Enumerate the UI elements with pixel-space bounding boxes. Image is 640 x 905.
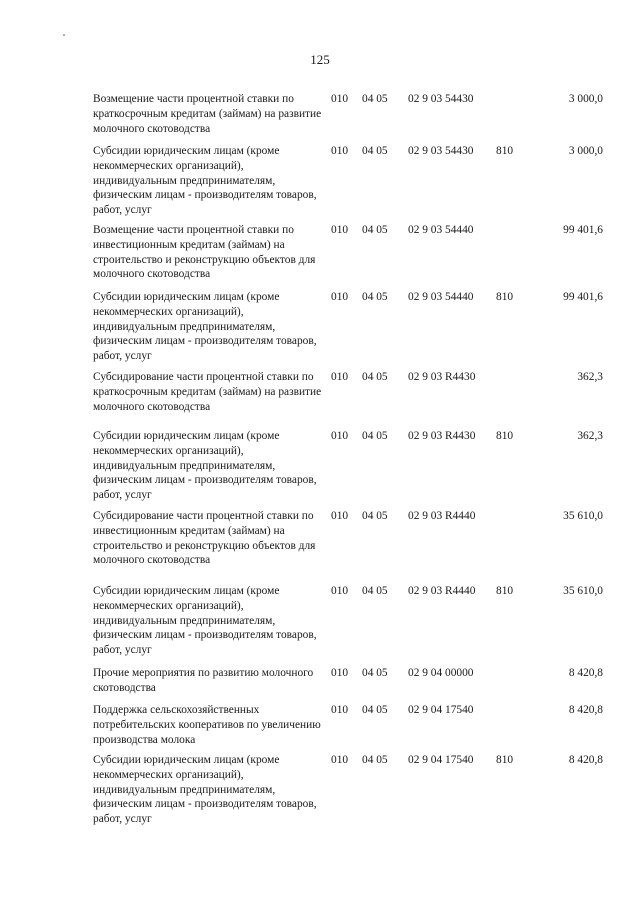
table-row <box>0 223 640 290</box>
row-rz-pr: 04 05 <box>362 430 388 442</box>
row-description: Субсидии юридическим лицам (кроме некоммерческих организаций), индивидуальным предпринимателям, физическим лицам - производителям товаров, работ, услуг <box>93 145 317 217</box>
row-csr: 02 9 03 R4440 <box>408 510 476 522</box>
row-amount: 99 401,6 <box>563 291 603 303</box>
row-amount: 8 420,8 <box>568 704 603 716</box>
page-number: 125 <box>310 52 330 67</box>
row-rz-pr: 04 05 <box>362 93 388 105</box>
row-csr: 02 9 04 00000 <box>408 667 474 679</box>
table-row <box>0 370 640 429</box>
row-amount: 8 420,8 <box>568 667 603 679</box>
row-rz-pr: 04 05 <box>362 585 388 597</box>
row-ved: 010 <box>331 371 349 383</box>
row-rz-pr: 04 05 <box>362 224 388 236</box>
row-ved: 010 <box>331 145 349 157</box>
row-vr: 810 <box>496 291 514 303</box>
table-row <box>0 584 640 666</box>
row-description: Возмещение части процентной ставки по краткосрочным кредитам (займам) на развитие молочного скотоводства <box>93 93 322 135</box>
row-ved: 010 <box>331 585 349 597</box>
row-csr: 02 9 03 54440 <box>408 291 474 303</box>
table-row <box>0 429 640 509</box>
row-description: Субсидии юридическим лицам (кроме некоммерческих организаций), индивидуальным предпринимателям, физическим лицам - производителям товаров, работ, услуг <box>93 291 317 363</box>
row-csr: 02 9 03 R4440 <box>408 585 476 597</box>
row-amount: 35 610,0 <box>563 585 603 597</box>
table-row <box>0 144 640 223</box>
row-description: Субсидии юридическим лицам (кроме некоммерческих организаций), индивидуальным предпринимателям, физическим лицам - производителям товаров, работ, услуг <box>93 585 317 657</box>
row-rz-pr: 04 05 <box>362 510 388 522</box>
row-ved: 010 <box>331 704 349 716</box>
table-row <box>0 509 640 584</box>
row-csr: 02 9 03 54430 <box>408 145 474 157</box>
table-row <box>0 92 640 144</box>
row-csr: 02 9 03 R4430 <box>408 430 476 442</box>
row-csr: 02 9 03 54430 <box>408 93 474 105</box>
row-csr: 02 9 04 17540 <box>408 754 474 766</box>
row-csr: 02 9 03 54440 <box>408 224 474 236</box>
scan-speck <box>63 34 65 36</box>
row-vr: 810 <box>496 145 514 157</box>
row-rz-pr: 04 05 <box>362 704 388 716</box>
row-ved: 010 <box>331 667 349 679</box>
row-amount: 362,3 <box>577 371 603 383</box>
row-description: Возмещение части процентной ставки по инвестиционным кредитам (займам) на строительство и реконструкцию объектов для молочного скотоводства <box>93 224 316 281</box>
row-amount: 99 401,6 <box>563 224 603 236</box>
row-vr: 810 <box>496 585 514 597</box>
table-row <box>0 290 640 370</box>
row-amount: 8 420,8 <box>568 754 603 766</box>
row-csr: 02 9 03 R4430 <box>408 371 476 383</box>
row-ved: 010 <box>331 754 349 766</box>
budget-table <box>0 92 640 833</box>
row-description: Субсидирование части процентной ставки по инвестиционным кредитам (займам) на строительство и реконструкцию объектов для молочного скотоводства <box>93 510 316 567</box>
row-amount: 35 610,0 <box>563 510 603 522</box>
row-description: Поддержка сельскохозяйственных потребительских кооперативов по увеличению производства молока <box>93 704 321 746</box>
row-rz-pr: 04 05 <box>362 145 388 157</box>
row-amount: 3 000,0 <box>568 93 603 105</box>
row-vr: 810 <box>496 754 514 766</box>
row-description: Прочие мероприятия по развитию молочного скотоводства <box>93 667 314 694</box>
row-rz-pr: 04 05 <box>362 291 388 303</box>
row-description: Субсидии юридическим лицам (кроме некоммерческих организаций), индивидуальным предпринимателям, физическим лицам - производителям товаров, работ, услуг <box>93 754 317 826</box>
row-amount: 362,3 <box>577 430 603 442</box>
row-description: Субсидирование части процентной ставки по краткосрочным кредитам (займам) на развитие молочного скотоводства <box>93 371 322 413</box>
row-ved: 010 <box>331 510 349 522</box>
row-rz-pr: 04 05 <box>362 754 388 766</box>
row-ved: 010 <box>331 93 349 105</box>
table-row <box>0 666 640 703</box>
row-rz-pr: 04 05 <box>362 667 388 679</box>
row-ved: 010 <box>331 224 349 236</box>
row-ved: 010 <box>331 430 349 442</box>
row-ved: 010 <box>331 291 349 303</box>
row-rz-pr: 04 05 <box>362 371 388 383</box>
table-row <box>0 753 640 833</box>
table-row <box>0 703 640 753</box>
row-csr: 02 9 04 17540 <box>408 704 474 716</box>
row-vr: 810 <box>496 430 514 442</box>
row-description: Субсидии юридическим лицам (кроме некоммерческих организаций), индивидуальным предпринимателям, физическим лицам - производителям товаров, работ, услуг <box>93 430 317 502</box>
row-amount: 3 000,0 <box>568 145 603 157</box>
